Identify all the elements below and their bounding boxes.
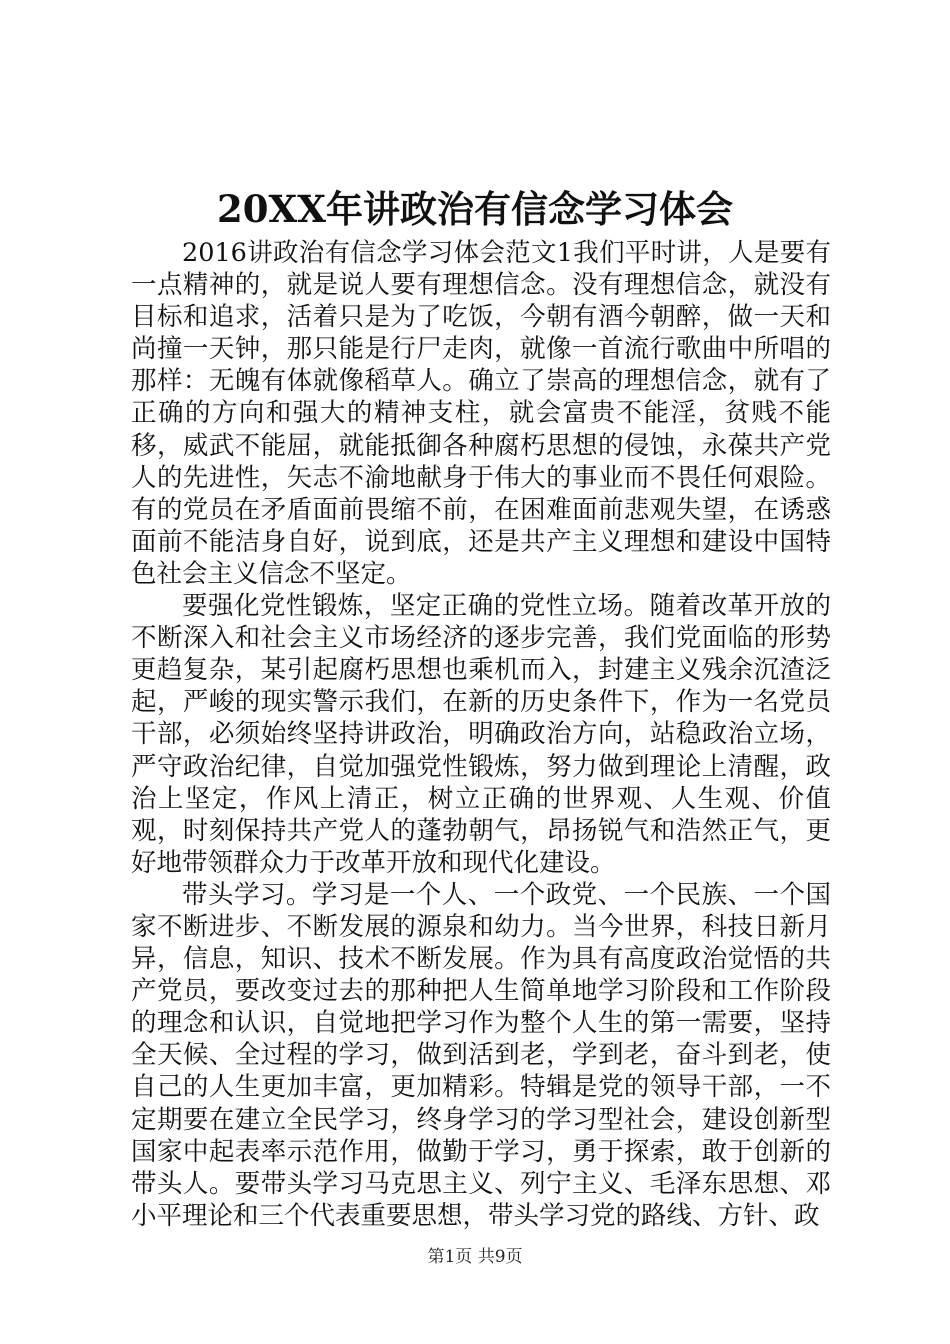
page-number-footer: 第1页 共9页 — [427, 1247, 523, 1267]
document-body — [131, 237, 831, 1232]
paragraph: 带头学习。学习是一个人、一个政党、一个民族、一个国家不断进步、不断发展的源泉和幼力。当今世界，科技日新月异，信息，知识、技术不断发展。作为具有高度政治觉悟的共产党员，要改变过去的那种把人生简单地学习阶段和工作阶段的理念和认识，自觉地把学习作为整个人生的第一需要，坚持全天候、全过程的学习，做到活到老，学到老，奋斗到老，使自己的人生更加丰富，更加精彩。特辑是党的领导干部，一不定期要在建立全民学习，终身学习的学习型社会，建设创新型国家中起表率示范作用，做勤于学习，勇于探索，敢于创新的带头人。要带头学习马克思主义、列宁主义、毛泽东思想、邓小平理论和三个代表重要思想，带头学习党的路线、方针、政 — [131, 879, 831, 1231]
paragraph: 2016讲政治有信念学习体会范文1我们平时讲，人是要有一点精神的，就是说人要有理想信念。没有理想信念，就没有目标和追求，活着只是为了吃饭，今朝有酒今朝醉，做一天和尚撞一天钟，那只能是行尸走肉，就像一首流行歌曲中所唱的那样：无魄有体就像稻草人。确立了崇高的理想信念，就有了正确的方向和强大的精神支柱，就会富贵不能淫，贫贱不能移，威武不能屈，就能抵御各种腐朽思想的侵蚀，永葆共产党人的先进性，矢志不渝地献身于伟大的事业而不畏任何艰险。有的党员在矛盾面前畏缩不前，在困难面前悲观失望，在诱惑面前不能洁身自好，说到底，还是共产主义理想和建设中国特色社会主义信念不坚定。 — [131, 238, 831, 589]
paragraph: 要强化党性锻炼，坚定正确的党性立场。随着改革开放的不断深入和社会主义市场经济的逐步完善，我们党面临的形势更趋复杂，某引起腐朽思想也乘机而入，封建主义残余沉渣泛起，严峻的现实警示我们，在新的历史条件下，作为一名党员干部，必须始终坚持讲政治，明确政治方向，站稳政治立场，严守政治纪律，自觉加强党性锻炼，努力做到理论上清醒，政治上坚定，作风上清正，树立正确的世界观、人生观、价值观，时刻保持共产党人的蓬勃朝气，昂扬锐气和浩然正气，更好地带领群众力于改革开放和现代化建设。 — [131, 591, 831, 878]
page-title: 20XX年讲政治有信念学习体会 — [217, 187, 733, 231]
